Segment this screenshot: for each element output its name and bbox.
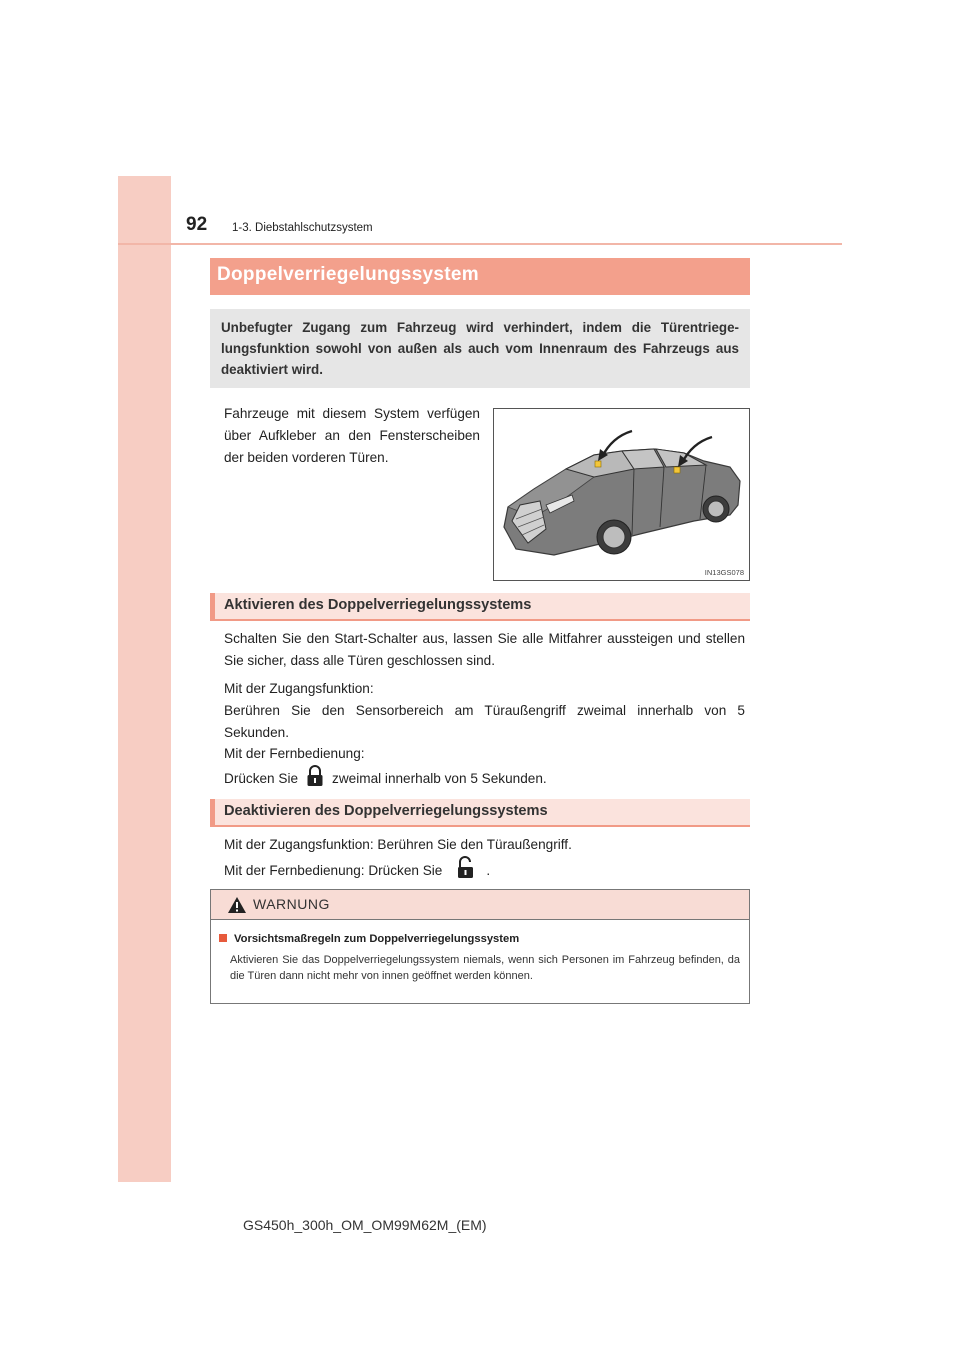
warning-header <box>211 890 749 920</box>
warning-title: WARNUNG <box>253 896 330 912</box>
activate-remote-suffix: zweimal innerhalb von 5 Sekunden. <box>332 771 547 787</box>
warning-triangle-icon <box>227 896 247 914</box>
activate-remote-label: Mit der Fernbedienung: <box>224 746 365 761</box>
warning-item-text: Aktivieren Sie das Doppelverriegelungssystem niemals, wenn sich Personen im Fahrzeug befinden, da die Türen dann nicht mehr von innen geöffnet werden können. <box>230 954 740 982</box>
car-illustration <box>493 408 750 581</box>
document-code: GS450h_300h_OM_OM99M62M_(EM) <box>243 1217 487 1233</box>
deactivate-smart-text: Mit der Zugangsfunktion: Berühren Sie den Türaußengriff. <box>224 837 572 852</box>
warning-box <box>210 889 750 1004</box>
section-title: Doppelverriegelungssystem <box>217 264 479 285</box>
deactivate-remote-suffix: . <box>486 863 491 879</box>
warning-item-title-text: Vorsichtsmaßregeln zum Doppelverriegelungssystem <box>234 933 520 945</box>
activate-heading: Aktivieren des Doppelverriegelungssystems <box>224 597 532 613</box>
activate-remote-line <box>224 765 547 794</box>
warning-item-title <box>219 933 519 945</box>
sticker-text: Fahrzeuge mit diesem System verfügen über Aufkleber an den Fensterscheiben der beiden vorderen Türen. <box>224 406 480 465</box>
deactivate-remote-prefix: Mit der Fernbedienung: Drücken Sie <box>224 863 443 879</box>
deactivate-remote-line <box>224 856 490 887</box>
activate-heading-bar <box>210 593 750 621</box>
bullet-square-icon <box>219 934 227 942</box>
activate-smart-label: Mit der Zugangsfunktion: <box>224 681 374 696</box>
activate-remote-prefix: Drücken Sie <box>224 771 299 787</box>
page-number: 92 <box>186 214 208 235</box>
lock-open-icon <box>456 856 476 887</box>
activate-smart-text: Berühren Sie den Sensorbereich am Türaußengriff zweimal innerhalb von 5 Sekunden. <box>224 703 745 740</box>
lock-closed-icon <box>306 765 324 794</box>
section-reference: 1-3. Diebstahlschutzsystem <box>232 222 373 234</box>
car-with-window-sticker-icon <box>494 409 750 581</box>
figure-code: IN13GS078 <box>704 568 744 577</box>
section-title-bar <box>210 258 750 295</box>
deactivate-heading: Deaktivieren des Doppelverriegelungssystems <box>224 803 548 819</box>
deactivate-heading-bar <box>210 799 750 827</box>
intro-text: Unbefugter Zugang zum Fahrzeug wird verhindert, indem die Türentriegelungsfunktion sowohl von außen als auch vom Innenraum des Fahrzeugs aus deaktiviert wird. <box>221 320 739 377</box>
activate-step: Schalten Sie den Start-Schalter aus, lassen Sie alle Mitfahrer aussteigen und stellen Sie sicher, dass alle Türen geschlossen sind. <box>224 631 745 668</box>
intro-box <box>210 309 750 388</box>
header-divider <box>118 243 842 245</box>
chapter-sidebar-band <box>118 176 171 1182</box>
